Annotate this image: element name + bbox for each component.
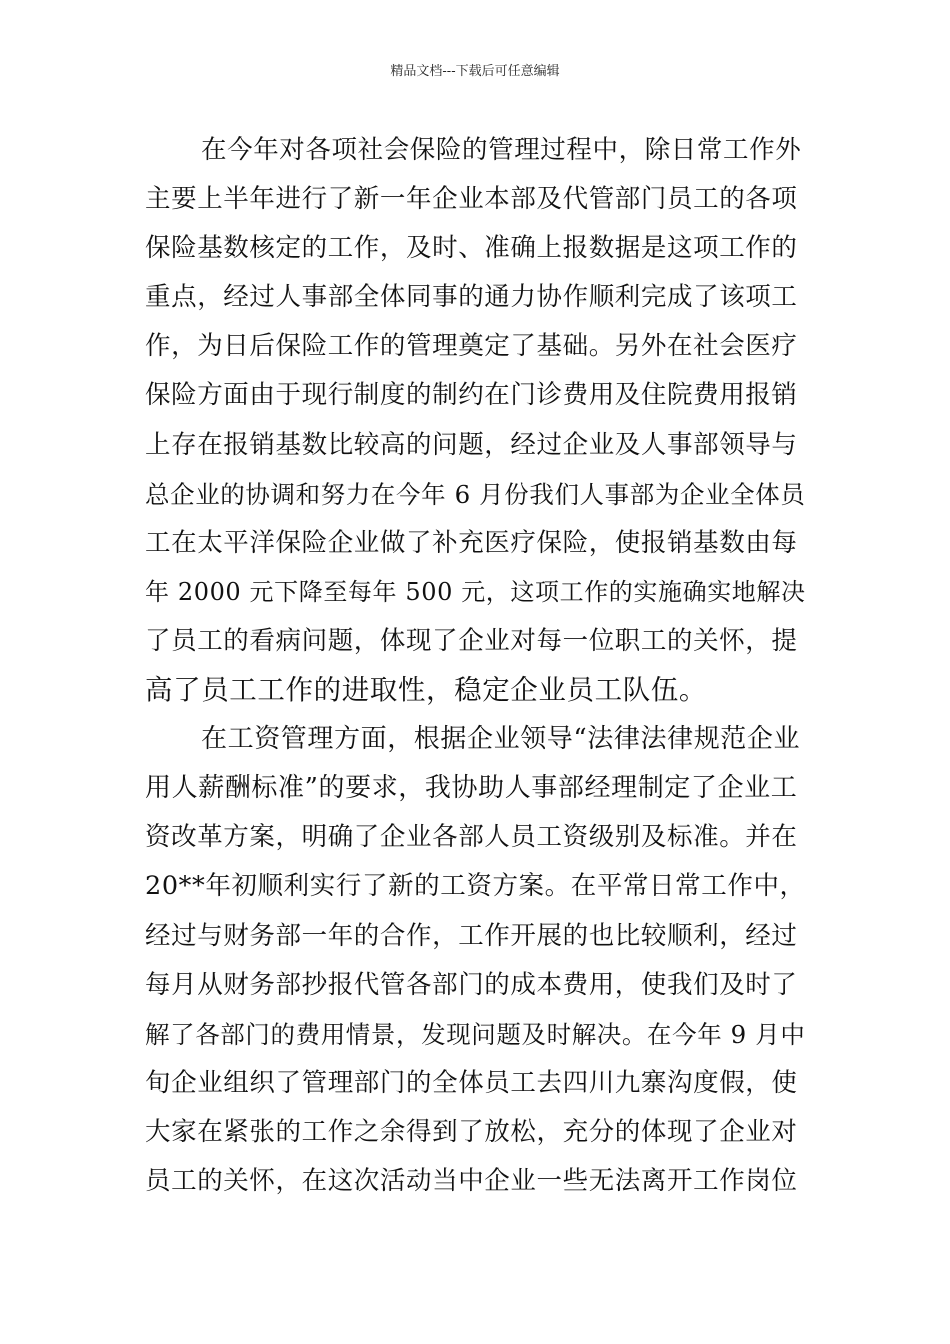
paragraph-line: 高了员工工作的进取性，稳定企业员工队伍。: [145, 674, 707, 707]
paragraph-line: 上存在报销基数比较高的问题，经过企业及人事部领导与: [145, 429, 798, 460]
paragraph-line: 大家在紧张的工作之余得到了放松，充分的体现了企业对: [145, 1116, 798, 1147]
paragraph-line: 年 2000 元下降至每年 500 元，这项工作的实施确实地解决: [145, 577, 806, 606]
paragraph-line: 20**年初顺利实行了新的工资方案。在平常日常工作中，: [145, 871, 806, 902]
paragraph-line: 了员工的看病问题，体现了企业对每一位职工的关怀，提: [145, 625, 798, 656]
paragraph-line: 总企业的协调和努力在今年 6 月份我们人事部为企业全体员: [145, 479, 806, 509]
paragraph-line: 主要上半年进行了新一年企业本部及代管部门员工的各项: [145, 184, 798, 215]
paragraph-salary-management: [145, 715, 809, 1206]
paragraph-line: 资改革方案，明确了企业各部人员工资级别及标准。并在: [145, 822, 798, 853]
paragraph-line: 每月从财务部抄报代管各部门的成本费用，使我们及时了: [145, 969, 798, 1000]
paragraph-line: 旬企业组织了管理部门的全体员工去四川九寨沟度假，使: [145, 1067, 798, 1098]
paragraph-line: 工在太平洋保险企业做了补充医疗保险，使报销基数由每: [145, 527, 798, 558]
paragraph-line: 在今年对各项社会保险的管理过程中，除日常工作外: [201, 135, 802, 165]
paragraph-line: 经过与财务部一年的合作，工作开展的也比较顺利，经过: [145, 920, 798, 951]
paragraph-line: 解了各部门的费用情景，发现问题及时解决。在今年 9 月中: [145, 1019, 806, 1049]
paragraph-line: 用人薪酬标准”的要求，我协助人事部经理制定了企业工: [145, 773, 798, 804]
document-body: [145, 126, 809, 1206]
paragraph-line: 保险基数核定的工作，及时、准确上报数据是这项工作的: [145, 233, 798, 264]
paragraph-line: 员工的关怀，在这次活动当中企业一些无法离开工作岗位: [145, 1165, 798, 1196]
paragraph-line: 保险方面由于现行制度的制约在门诊费用及住院费用报销: [145, 380, 798, 411]
paragraph-line: 在工资管理方面，根据企业领导“法律法律规范企业: [201, 724, 801, 755]
paragraph-social-insurance: [145, 126, 809, 715]
paragraph-line: 重点，经过人事部全体同事的通力协作顺利完成了该项工: [145, 282, 798, 313]
paragraph-line: 作，为日后保险工作的管理奠定了基础。另外在社会医疗: [145, 331, 798, 362]
page-header: 精品文档---下载后可任意编辑: [390, 64, 560, 79]
